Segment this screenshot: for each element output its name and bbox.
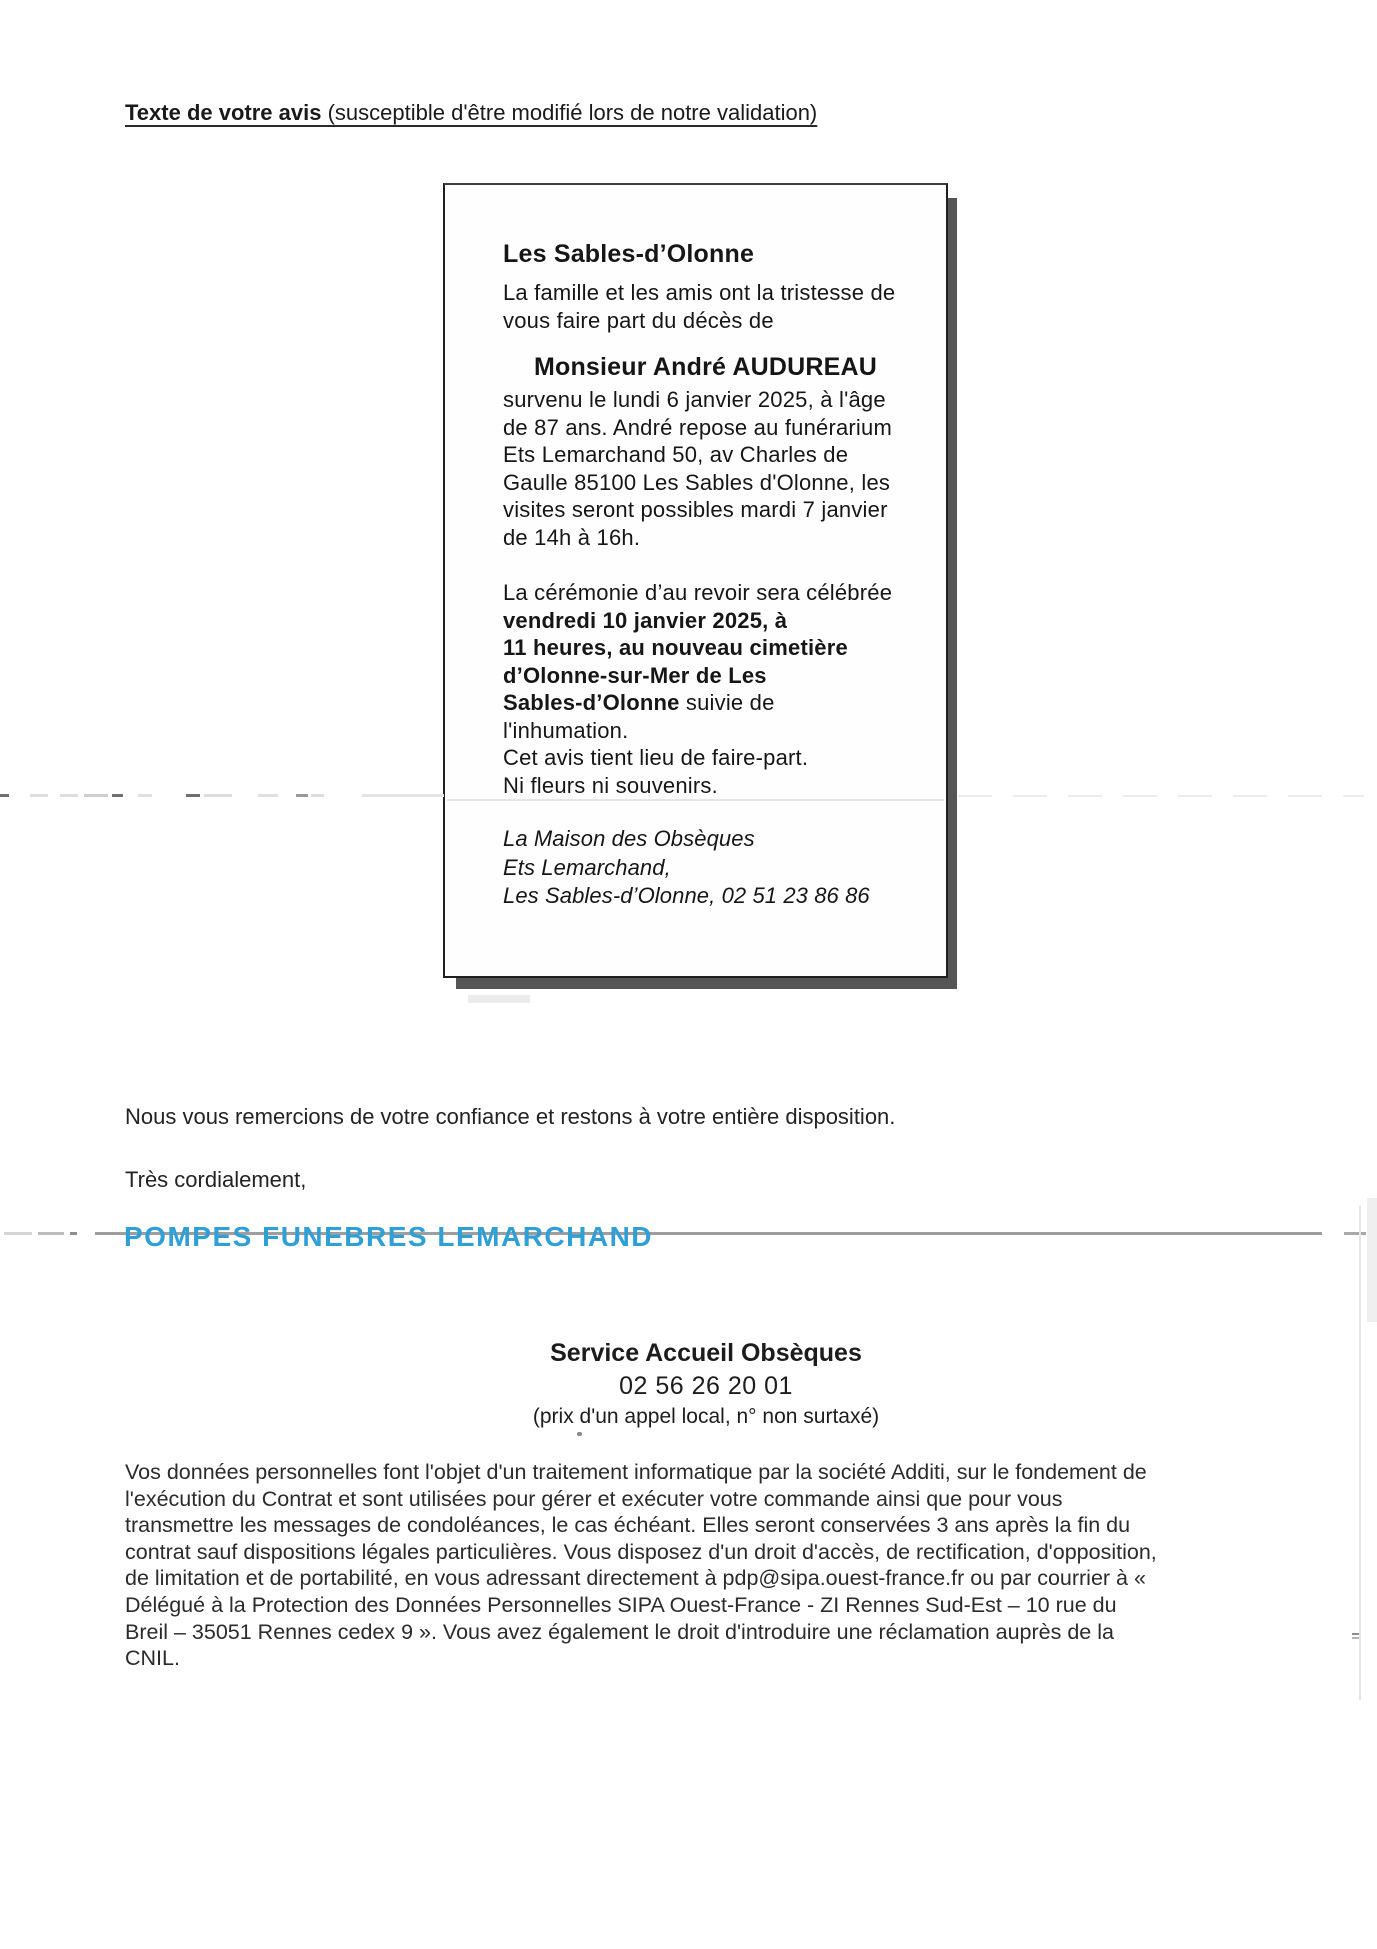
legal-line: CNIL.	[125, 1646, 180, 1671]
scan-artifact-dash	[186, 794, 200, 797]
scan-artifact-dash	[0, 794, 9, 797]
scan-artifact-smudge	[468, 995, 530, 1003]
legal-line: Breil – 35051 Rennes cedex 9 ». Vous avez également le droit d'introduire une réclamation auprès de la	[125, 1619, 1114, 1644]
funeral-home-line: Ets Lemarchand,	[503, 854, 671, 880]
scan-artifact-edge-smudge	[1367, 1198, 1377, 1322]
notice-details-line: de 14h à 16h.	[503, 524, 641, 550]
ceremony-line	[503, 662, 908, 690]
text-segment-bold: 11 heures, au nouveau cimetière	[503, 635, 848, 660]
notice-details-line: visites seront possibles mardi 7 janvier	[503, 497, 888, 522]
phone-note: (prix d'un appel local, n° non surtaxé)	[532, 1405, 880, 1428]
avis-heading-underlined	[125, 100, 817, 125]
scan-artifact-mark	[1352, 1637, 1359, 1639]
scan-artifact-dash	[296, 794, 308, 797]
contact-block	[533, 1337, 879, 1432]
scan-artifact-dashed-line	[958, 795, 1364, 797]
text-segment: Cet avis tient lieu de faire-part.	[503, 745, 809, 770]
scan-artifact-dash	[30, 794, 48, 797]
scan-artifact-dash	[112, 794, 123, 797]
scan-artifact-dash	[4, 1232, 32, 1235]
service-phone: 02 56 26 20 01	[619, 1372, 793, 1400]
notice-intro-line: vous faire part du décès de	[503, 307, 774, 333]
scan-artifact-dash	[84, 794, 108, 797]
text-segment: suivie de	[679, 690, 775, 715]
thanks-text: Nous vous remercions de votre confiance et restons à votre entière disposition.	[125, 1104, 896, 1129]
legal-line: contrat sauf dispositions légales particulières. Vous disposez d'un droit d'accès, de rectification, d'opposition,	[125, 1539, 1157, 1564]
ceremony-line	[503, 744, 908, 772]
notice-details-line: Ets Lemarchand 50, av Charles de	[503, 442, 849, 467]
text-segment-bold: d’Olonne-sur-Mer de Les	[503, 662, 767, 688]
scan-artifact-dash	[311, 794, 324, 797]
ceremony-line	[503, 772, 908, 800]
scan-artifact-dash	[258, 794, 278, 797]
text-segment: Ni fleurs ni souvenirs.	[503, 772, 718, 798]
legal-line: Délégué à la Protection des Données Personnelles SIPA Ouest-France - ZI Rennes Sud-Est – 10 rue du	[125, 1592, 1117, 1617]
scan-artifact-card-line	[447, 799, 944, 801]
scan-artifact-dash	[204, 794, 232, 797]
avis-heading	[125, 99, 817, 127]
funeral-home-signature	[503, 825, 908, 911]
notice-details	[503, 386, 908, 551]
scan-artifact-dash	[60, 794, 78, 797]
deceased-name: Monsieur André AUDUREAU	[533, 353, 878, 381]
notice-details-line: de 87 ans. André repose au funérarium	[503, 414, 892, 440]
text-segment-bold: Sables-d’Olonne	[503, 690, 680, 715]
funeral-home-line: La Maison des Obsèques	[503, 826, 755, 851]
avis-heading-title: Texte de votre avis	[125, 100, 322, 125]
ceremony-paragraph	[503, 579, 908, 799]
ceremony-line	[503, 579, 908, 607]
scan-artifact-mark	[1352, 1633, 1359, 1635]
scan-artifact-dash	[1344, 1232, 1366, 1235]
scan-artifact-speck	[577, 1432, 582, 1436]
scan-artifact-dash	[362, 794, 444, 797]
ceremony-line	[503, 689, 908, 717]
notice-intro-line: La famille et les amis ont la tristesse de	[503, 280, 896, 305]
funeral-home-line: Les Sables-d’Olonne, 02 51 23 86 86	[503, 883, 870, 908]
ceremony-line	[503, 634, 908, 662]
notice-city: Les Sables-d’Olonne	[503, 240, 755, 268]
notice-intro	[503, 279, 908, 334]
ceremony-line	[503, 607, 908, 635]
scan-artifact-dash	[38, 1232, 64, 1235]
avis-heading-note: (susceptible d'être modifié lors de notre validation)	[321, 100, 818, 125]
legal-line: l'exécution du Contrat et sont utilisées pour gérer et exécuter votre commande ainsi que pour vous	[125, 1486, 1063, 1511]
legal-line: transmettre les messages de condoléances, le cas échéant. Elles seront conservées 3 ans après la fin du	[125, 1513, 1131, 1538]
ceremony-line	[503, 717, 908, 745]
notice-details-line: Gaulle 85100 Les Sables d'Olonne, les	[503, 469, 891, 495]
notice-details-line: survenu le lundi 6 janvier 2025, à l'âge	[503, 387, 886, 412]
scan-artifact-edge-line	[1359, 1206, 1361, 1700]
legal-line: de limitation et de portabilité, en vous adressant directement à pdp@sipa.ouest-france.fr ou par courrier à «	[125, 1566, 1146, 1591]
text-segment: La cérémonie d’au revoir sera célébrée	[503, 580, 893, 605]
legal-line: Vos données personnelles font l'objet d'un traitement informatique par la société Additi, sur le fondement de	[125, 1460, 1147, 1484]
salutation-text: Très cordialement,	[125, 1167, 307, 1192]
company-name-text: POMPES FUNEBRES LEMARCHAND	[124, 1221, 654, 1252]
scan-artifact-dash	[70, 1232, 77, 1235]
scan-artifact-dash	[138, 794, 152, 797]
text-segment: l'inhumation.	[503, 717, 629, 743]
death-notice-card	[443, 183, 948, 978]
service-title: Service Accueil Obsèques	[550, 1339, 862, 1367]
legal-paragraph	[125, 1459, 1157, 1672]
text-segment-bold: vendredi 10 janvier 2025, à	[503, 607, 788, 633]
